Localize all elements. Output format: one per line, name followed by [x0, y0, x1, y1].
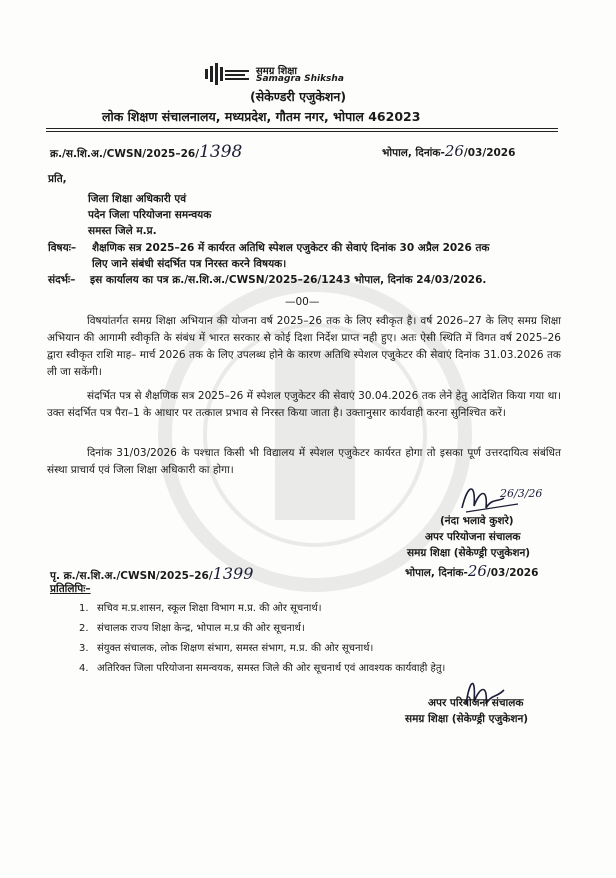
date-prefix: भोपाल, दिनांक-	[382, 147, 445, 159]
endorsement-prefix: पृ. क्र./स.शि.अ./CWSN/2025–26/	[50, 570, 213, 582]
date-day: 26	[444, 142, 464, 160]
subject-line-2: लिए जाने संबंधी संदर्भित पत्र निरस्त करने विषयक।	[92, 258, 287, 270]
header-divider-second	[46, 131, 558, 132]
cc-item: 1. सचिव म.प्र.शासन, स्कूल शिक्षा विभाग म.प्र. की ओर सूचनार्थ।	[79, 603, 322, 614]
office-address: लोक शिक्षण संचालनालय, मध्यप्रदेश, गौतम नगर, भोपाल 462023	[102, 109, 421, 124]
cc-item: 4. अतिरिक्त जिला परियोजना समन्वयक, समस्त जिले की ओर सूचनार्थ एवं आवश्यक कार्यवाही हेतु।	[79, 663, 446, 674]
endorsement-reference	[50, 564, 253, 583]
addressee-line-3: समस्त जिले म.प्र.	[88, 225, 157, 237]
reference-prefix: क्र./स.शि.अ./CWSN/2025–26/	[50, 148, 200, 160]
letter-reference	[50, 142, 242, 162]
body-paragraph-2: संदर्भित पत्र से शैक्षणिक सत्र 2025–26 में स्पेशल एजुकेटर की सेवाएं 30.04.2026 तक लेने हेतु आदेशित किया गया था। उक्त संदर्भित पत्र पैरा–1 के आधार पर तत्काल प्रभाव से निरस्त किया जाता है। उक्तानुसार कार्यवाही करना सुनिश्चित करें।	[47, 390, 561, 419]
separator: —00—	[285, 296, 320, 308]
signature-date: 26/3/26	[500, 487, 543, 500]
addressee-label: प्रति,	[48, 173, 67, 185]
department-name: (सेकेण्डरी एजुकेशन)	[250, 89, 347, 104]
second-signatory-designation: अपर परियोजना संचालक	[428, 697, 524, 709]
date-month-year: /03/2026	[463, 147, 516, 159]
subject-label: विषयः–	[48, 242, 77, 254]
cc-item: 2. संचालक राज्य शिक्षा केन्द्र, भोपाल म.प्र की ओर सूचनार्थ।	[79, 623, 305, 634]
logo-title-english: Samagra Shiksha	[256, 74, 344, 84]
reference-text: इस कार्यालय का पत्र क्र./स.शि.अ./CWSN/2025–26/1243 भोपाल, दिनांक 24/03/2026.	[90, 274, 487, 286]
letter-date	[382, 142, 515, 160]
addressee-line-1: जिला शिक्षा अधिकारी एवं	[88, 193, 187, 205]
signatory-organization: समग्र शिक्षा (सेकेण्ड्री एजुकेशन)	[407, 547, 531, 559]
reference-label: संदर्भः–	[48, 274, 76, 286]
header-divider	[46, 128, 558, 129]
body-paragraph-1: विषयांतर्गत समग्र शिक्षा अभियान की योजना वर्ष 2025–26 तक के लिए स्वीकृत है। वर्ष 2026–27 के लिए समग्र शिक्षा अभियान की आगामी स्वीकृति के संबंध में भारत सरकार से कोई दिशा निर्देश प्राप्त नही हुए। अतः ऐसी स्थिति में विगत वर्ष 2025–26 द्वारा स्वीकृत राशि माह– मार्च 2026 तक के लिए उपलब्ध होने के कारण अतिथि स्पेशल एजुकेटर की सेवाएं दिनांक 31.03.2026 तक ली जा सकेंगी।	[47, 315, 561, 378]
body-paragraph-3: दिनांक 31/03/2026 के पश्चात किसी भी विद्यालय में स्पेशल एजुकेटर कार्यरत होगा तो इसका पूर्ण उत्तरदायित्व संबंधित संस्था प्राचार्य एवं जिला शिक्षा अधिकारी का होगा।	[47, 447, 561, 476]
logo-title-hindi: समग्र शिक्षा	[256, 66, 298, 77]
second-signatory-organization: समग्र शिक्षा (सेकेण्ड्री एजुकेशन)	[405, 713, 529, 725]
signature-date-day: 26	[467, 562, 487, 580]
signature-date-prefix: भोपाल, दिनांक-	[405, 567, 468, 579]
cc-label: प्रतिलिपिः–	[50, 583, 91, 595]
addressee-line-2: पदेन जिला परियोजना समन्वयक	[88, 209, 212, 221]
signatory-designation: अपर परियोजना संचालक	[425, 531, 521, 543]
endorsement-number: 1399	[212, 564, 254, 583]
signature-date-month-year: /03/2026	[486, 567, 539, 579]
subject-line-1: शैक्षणिक सत्र 2025–26 में कार्यरत अतिथि स्पेशल एजुकेटर की सेवाएं दिनांक 30 अप्रैल 2026 तक	[92, 242, 490, 254]
cc-item: 3. संयुक्त संचालक, लोक शिक्षण संभाग, समस्त संभाग, म.प्र. की ओर सूचनार्थ।	[79, 643, 374, 654]
signatory-name: (नंदा भलावे कुशरे)	[440, 515, 514, 527]
signature-date-line	[405, 562, 538, 580]
reference-number: 1398	[199, 142, 243, 162]
samagra-shiksha-logo-icon	[203, 63, 251, 85]
